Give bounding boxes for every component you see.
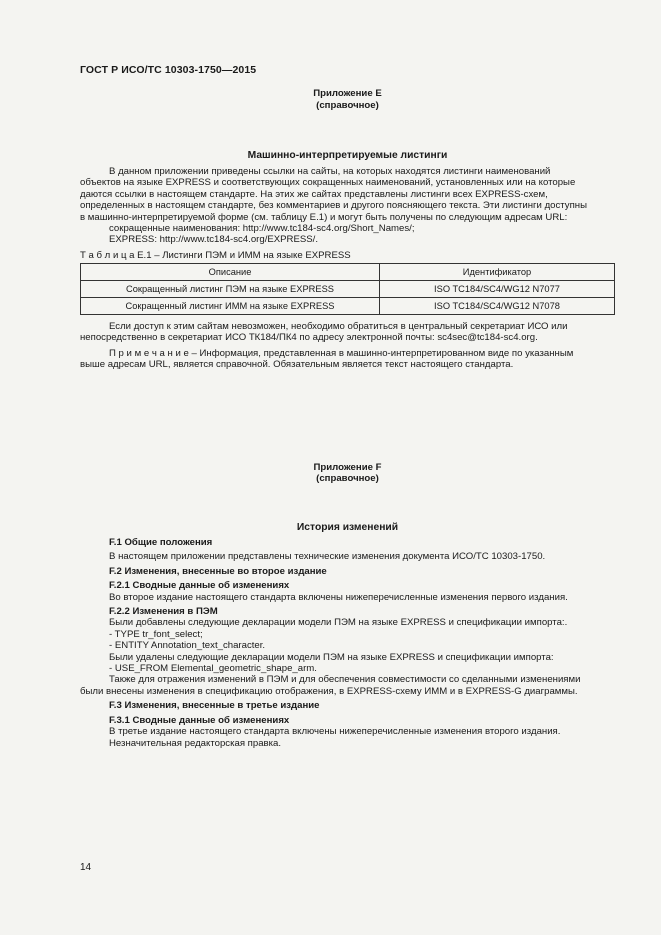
section-heading: F.2.1 Сводные данные об изменениях bbox=[109, 580, 290, 592]
table-cell: Сокращенный листинг ПЭМ на языке EXPRESS bbox=[81, 281, 380, 298]
text-line: даются ссылки в настоящем стандарте. На этих же сайтах представлены листинги всех EXPRESS-схем, bbox=[80, 188, 548, 200]
document-code: ГОСТ Р ИСО/ТС 10303-1750—2015 bbox=[80, 64, 257, 76]
text-line: - TYPE tr_font_select; bbox=[109, 628, 203, 640]
table-cell: Сокращенный листинг ИММ на языке EXPRESS bbox=[81, 298, 380, 315]
table-caption-prefix: Т а б л и ц а bbox=[80, 250, 135, 261]
url-express: EXPRESS: http://www.tc184-sc4.org/EXPRESS/. bbox=[109, 234, 319, 246]
table-row bbox=[81, 298, 615, 315]
table-header-row bbox=[81, 264, 615, 281]
table-row bbox=[81, 281, 615, 298]
text-line: Были добавлены следующие декларации модели ПЭМ на языке EXPRESS и спецификации импорта:. bbox=[109, 617, 568, 629]
text-line: в машинно-интерпретируемой форме (см. таблицу E.1) и могут быть получены по следующим адресам URL: bbox=[80, 211, 568, 223]
text-line: Во второе издание настоящего стандарта включены нижеперечисленные изменения первого издания. bbox=[109, 591, 568, 603]
annex-f-status: (справочное) bbox=[316, 473, 379, 484]
column-header-description: Описание bbox=[81, 264, 380, 281]
section-heading: F.3.1 Сводные данные об изменениях bbox=[109, 714, 290, 726]
annex-f-heading: История изменений bbox=[296, 522, 399, 533]
table-caption bbox=[80, 250, 351, 261]
access-paragraph bbox=[80, 321, 615, 344]
annex-e-paragraph bbox=[80, 166, 615, 246]
text-line: Были удалены следующие декларации модели ПЭМ на языке EXPRESS и спецификации импорта: bbox=[109, 651, 554, 663]
text-line: непосредственно в секретариат ИСО ТК184/ПК4 по адресу электронной почты: sc4sec@tc184-sc4.org. bbox=[80, 332, 538, 344]
listings-table bbox=[80, 263, 615, 315]
annex-f-title: Приложение F bbox=[313, 462, 382, 473]
text-line: - ENTITY Annotation_text_character. bbox=[109, 640, 266, 652]
column-header-identifier: Идентификатор bbox=[380, 264, 615, 281]
table-caption-text: E.1 – Листинги ПЭМ и ИММ на языке EXPRESS bbox=[134, 250, 351, 261]
text-line: - USE_FROM Elemental_geometric_shape_arm. bbox=[109, 663, 317, 675]
text-line: определенных в настоящем стандарте, без комментариев и другого поясняющего текста. Эти листинги доступны bbox=[80, 200, 587, 212]
page-number: 14 bbox=[80, 862, 92, 873]
text-line: Также для отражения изменений в ПЭМ и для обеспечения совместимости со сделанными изменениями bbox=[109, 674, 581, 686]
note-prefix: П р и м е ч а н и е bbox=[109, 348, 189, 359]
annex-f-body bbox=[80, 537, 620, 749]
text-line: Если доступ к этим сайтам невозможен, необходимо обратиться в центральный секретариат ИСО или bbox=[109, 321, 568, 332]
section-heading: F.1 Общие положения bbox=[109, 537, 213, 548]
note-line bbox=[80, 348, 615, 359]
text-line: В третье издание настоящего стандарта включены нижеперечисленные изменения второго издания. bbox=[109, 726, 561, 738]
table-cell: ISO TC184/SC4/WG12 N7078 bbox=[380, 298, 615, 315]
section-heading: F.2 Изменения, внесенные во второе издание bbox=[109, 565, 327, 577]
url-short-names: сокращенные наименования: http://www.tc184-sc4.org/Short_Names/; bbox=[109, 223, 415, 235]
text-line: В данном приложении приведены ссылки на сайты, на которых находятся листинги наименований bbox=[109, 166, 551, 177]
text-line: В настоящем приложении представлены технические изменения документа ИСО/ТС 10303-1750. bbox=[109, 551, 546, 563]
note-text: – Информация, представленная в машинно-интерпретированном виде по указанным bbox=[188, 348, 574, 359]
text-line: были внесены изменения в спецификацию отображения, в EXPRESS-схему ИММ и в EXPRESS-G диаграммы. bbox=[80, 685, 578, 697]
note bbox=[80, 348, 615, 371]
table-cell: ISO TC184/SC4/WG12 N7077 bbox=[380, 281, 615, 298]
annex-e-title: Приложение E bbox=[313, 88, 382, 99]
annex-e-heading: Машинно-интерпретируемые листинги bbox=[247, 150, 448, 161]
section-heading: F.3 Изменения, внесенные в третье издание bbox=[109, 700, 320, 712]
section-heading: F.2.2 Изменения в ПЭМ bbox=[109, 606, 218, 618]
annex-e-status: (справочное) bbox=[316, 100, 379, 111]
text-line: Незначительная редакторская правка. bbox=[109, 737, 282, 749]
text-line: объектов на языке EXPRESS и соответствующих сокращенных наименований, установленных или на которые bbox=[80, 177, 576, 189]
note-line: выше адресам URL, является справочной. Обязательным является текст настоящего стандарта. bbox=[80, 359, 514, 371]
